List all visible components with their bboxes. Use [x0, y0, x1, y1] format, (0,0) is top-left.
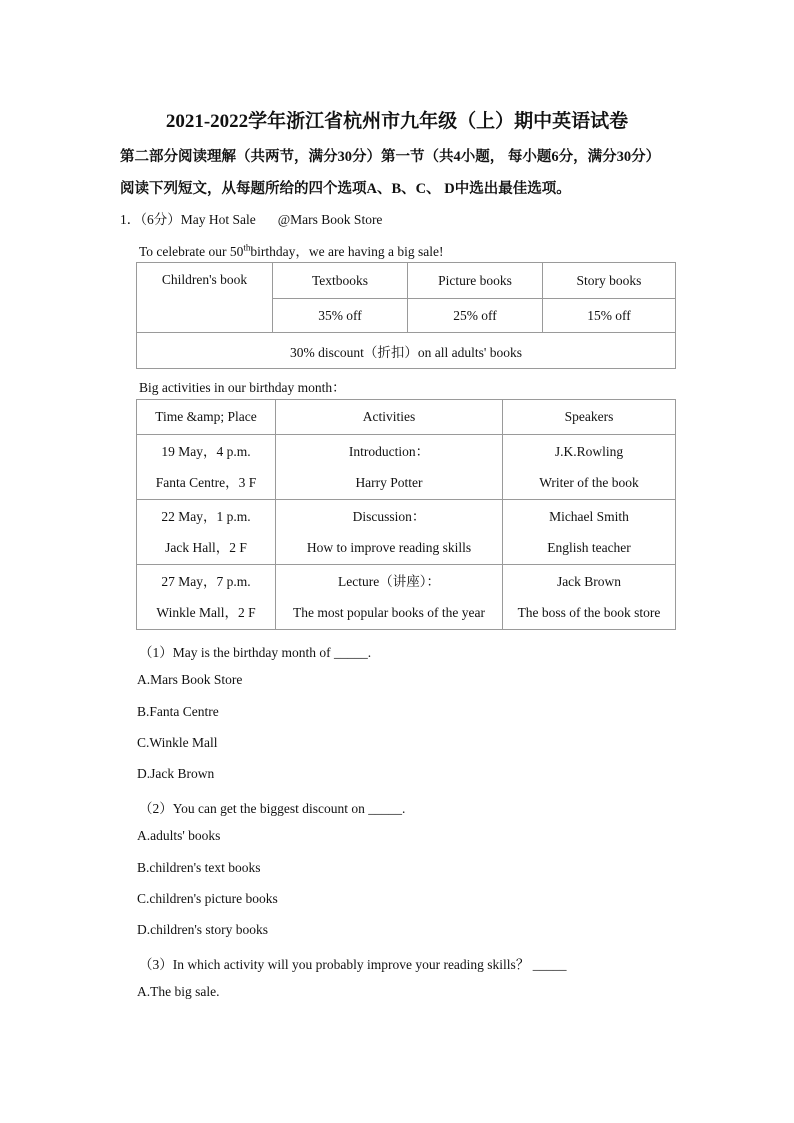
- q2-option-c[interactable]: C.children's picture books: [137, 891, 278, 906]
- page-title: 2021-2022学年浙江省杭州市九年级（上）期中英语试卷: [165, 111, 629, 132]
- q2-option-d[interactable]: D.children's story books: [137, 922, 269, 937]
- adult-discount: 30% discount（折扣）on all adults' books: [137, 333, 676, 369]
- speaker-cell: Michael Smith English teacher: [503, 500, 676, 565]
- q1-option-d[interactable]: D.Jack Brown: [137, 766, 215, 781]
- header-story-books: Story books: [543, 263, 676, 299]
- header-activities: Activities: [276, 400, 503, 435]
- q3-option-a[interactable]: A.The big sale.: [137, 984, 220, 999]
- header-time-place: Time &amp; Place: [137, 400, 276, 435]
- section-heading: 第二部分阅读理解（共两节，满分30分）第一节（共4小题， 每小题6分，满分30分）: [120, 149, 661, 165]
- q1-option-c[interactable]: C.Winkle Mall: [137, 735, 218, 750]
- activity-table: [136, 399, 676, 630]
- header-picture-books: Picture books: [408, 263, 543, 299]
- category-cell: Children's book: [137, 263, 273, 333]
- question-number: 1．（6分）: [120, 212, 181, 227]
- activity-cell: Lecture（讲座）： The most popular books of the year: [276, 565, 503, 630]
- q2-option-b[interactable]: B.children's text books: [137, 860, 261, 875]
- activity-cell: Introduction： Harry Potter: [276, 435, 503, 500]
- discount-picture-books: 25% off: [408, 299, 543, 333]
- table-row: [137, 565, 676, 630]
- discount-story-books: 15% off: [543, 299, 676, 333]
- time-place-cell: 22 May，1 p.m. Jack Hall，2 F: [137, 500, 276, 565]
- q2-option-a[interactable]: A.adults' books: [137, 828, 221, 843]
- question-3-stem: （3）In which activity will you probably improve your reading skills？ _____: [139, 957, 567, 972]
- activities-intro: Big activities in our birthday month：: [139, 380, 346, 395]
- intro-after: birthday，we are having a big sale!: [250, 244, 444, 259]
- question-1-stem: （1）May is the birthday month of _____.: [139, 645, 372, 660]
- time-place-cell: 19 May，4 p.m. Fanta Centre，3 F: [137, 435, 276, 500]
- headline: May Hot Sale: [180, 212, 256, 227]
- intro-text: [139, 240, 443, 260]
- question-2-stem: （2）You can get the biggest discount on _____.: [139, 801, 406, 816]
- speaker-cell: J.K.Rowling Writer of the book: [503, 435, 676, 500]
- header-speakers: Speakers: [503, 400, 676, 435]
- question-header: [120, 208, 382, 228]
- speaker-cell: Jack Brown The boss of the book store: [503, 565, 676, 630]
- activity-cell: Discussion： How to improve reading skills: [276, 500, 503, 565]
- intro-before: To celebrate our 50: [139, 244, 244, 259]
- time-place-cell: 27 May，7 p.m. Winkle Mall，2 F: [137, 565, 276, 630]
- discount-textbooks: 35% off: [273, 299, 408, 333]
- table-row: [137, 435, 676, 500]
- instruction: 阅读下列短文，从每题所给的四个选项A、B、C、 D中选出最佳选项。: [120, 181, 571, 197]
- q1-option-a[interactable]: A.Mars Book Store: [137, 672, 243, 687]
- table-row: [137, 500, 676, 565]
- header-textbooks: Textbooks: [273, 263, 408, 299]
- q1-option-b[interactable]: B.Fanta Centre: [137, 704, 219, 719]
- intro-sup: th: [243, 242, 251, 253]
- store-name: @Mars Book Store: [277, 212, 383, 227]
- sale-table: [136, 262, 676, 369]
